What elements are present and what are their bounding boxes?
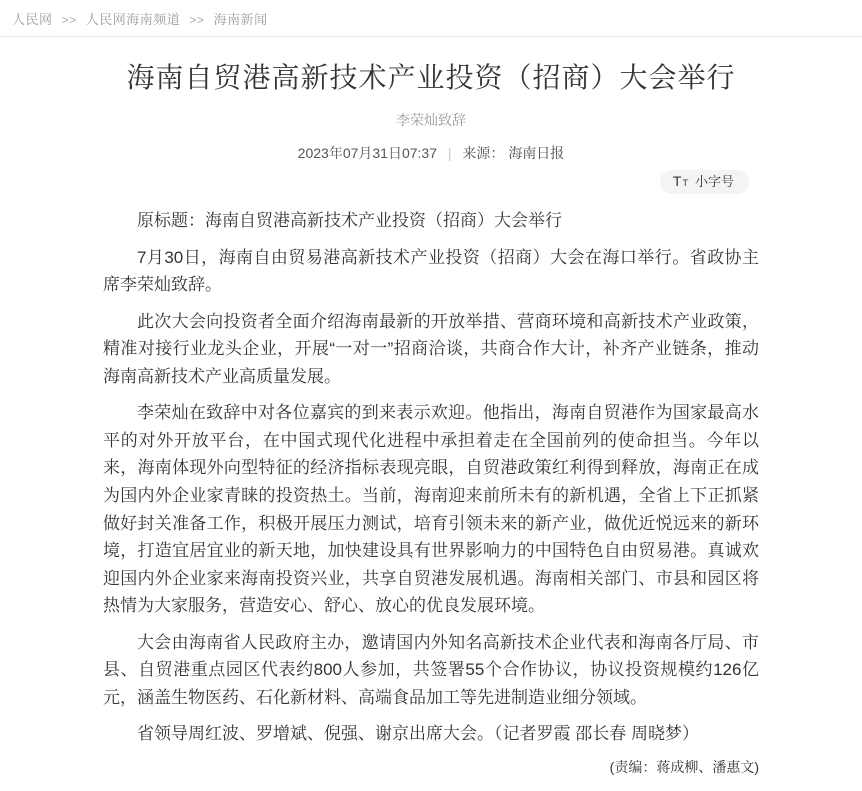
source-name: 海南日报 — [508, 144, 565, 161]
breadcrumb-link-hainan-channel[interactable]: 人民网海南频道 — [85, 12, 181, 27]
breadcrumb-separator: >> — [189, 13, 205, 27]
article-paragraph: 此次大会向投资者全面介绍海南最新的开放举措、营商环境和高新技术产业政策，精准对接行业龙头企业，开展“一对一”招商洽谈，共商合作大计，补齐产业链条，推动海南高新技术产业高质量发展。 — [103, 311, 759, 386]
article-paragraph: 大会由海南省人民政府主办，邀请国内外知名高新技术企业代表和海南各厅局、市县、自贸港重点园区代表约800人参加，共签署55个合作协议，协议投资规模约126亿元，涵盖生物医药、石化新材料、高端食品加工等先进制造业细分领域。 — [103, 632, 759, 707]
font-size-button[interactable] — [660, 170, 749, 195]
article-body — [103, 207, 759, 748]
font-size-label: 小字号 — [694, 173, 734, 189]
breadcrumb-separator: >> — [61, 13, 77, 27]
header-divider — [0, 36, 862, 37]
article-paragraph-original-title: 原标题：海南自贸港高新技术产业投资（招商）大会举行 — [137, 211, 562, 231]
breadcrumb — [0, 0, 862, 36]
publish-date: 2023年07月31日07:37 — [297, 144, 437, 161]
article-dateline — [103, 143, 759, 163]
article-subtitle: 李荣灿致辞 — [396, 111, 466, 128]
font-size-icon-large-t: T — [672, 173, 682, 190]
dateline-divider: | — [447, 144, 452, 161]
page-title: 海南自贸港高新技术产业投资（招商）大会举行 — [126, 62, 736, 93]
article-paragraph: 7月30日，海南自由贸易港高新技术产业投资（招商）大会在海口举行。省政协主席李荣灿致辞。 — [103, 247, 759, 295]
font-size-icon-small-t: T — [682, 178, 688, 189]
breadcrumb-link-hainan-news[interactable]: 海南新闻 — [213, 12, 268, 27]
article-toolbar — [103, 170, 759, 195]
editor-credit: (责编：蒋成柳、潘惠文) — [609, 758, 759, 775]
source-label: 来源： — [462, 144, 505, 161]
article-paragraph: 省领导周红波、罗增斌、倪强、谢京出席大会。（记者罗霞 邵长春 周晓梦） — [137, 724, 699, 744]
font-size-icon — [673, 174, 688, 188]
article-paragraph: 李荣灿在致辞中对各位嘉宾的到来表示欢迎。他指出，海南自贸港作为国家最高水平的对外开放平台，在中国式现代化进程中承担着走在全国前列的使命担当。今年以来，海南体现外向型特征的经济指标表现亮眼，自贸港政策红利得到释放，海南正在成为国内外企业家青睐的投资热土。当前，海南迎来前所未有的新机遇，全省上下正抓紧做好封关准备工作，积极开展压力测试，培育引领未来的新产业，做优近悦远来的新环境，打造宜居宜业的新天地，加快建设具有世界影响力的中国特色自由贸易港。真诚欢迎国内外企业家来海南投资兴业，共享自贸港发展机遇。海南相关部门、市县和园区将热情为大家服务，营造安心、舒心、放心的优良发展环境。 — [103, 403, 759, 616]
article-container — [103, 61, 759, 791]
breadcrumb-link-peoples-net[interactable]: 人民网 — [12, 12, 53, 27]
